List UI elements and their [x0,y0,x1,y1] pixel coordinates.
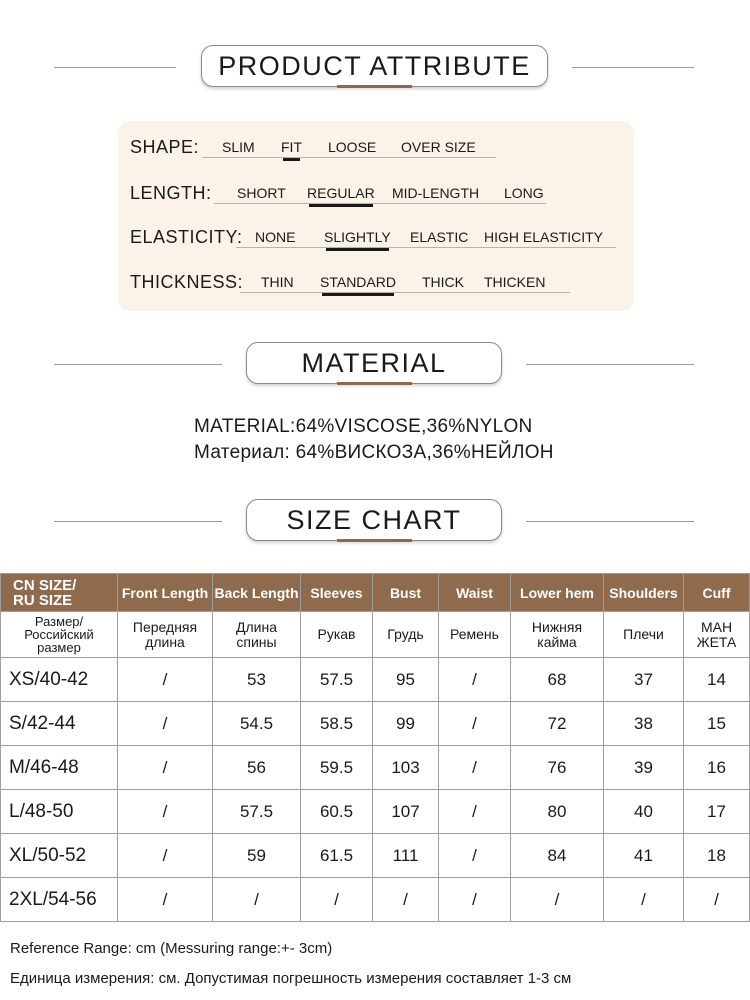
size-label-cell: 2XL/54-56 [1,878,118,922]
measurement-cell: / [118,878,213,922]
attr-option-selected: REGULAR [307,185,375,201]
column-header-ru: Рукав [301,612,373,658]
measurement-cell: 80 [511,790,604,834]
measurement-cell: 68 [511,658,604,702]
measurement-cell: 16 [684,746,750,790]
table-row [1,878,750,922]
measurement-cell: / [604,878,684,922]
attr-label: ELASTICITY: [130,227,243,247]
measurement-cell: 41 [604,834,684,878]
divider-right [526,521,694,522]
table-header-row [1,574,750,612]
measurement-cell: / [439,878,511,922]
measurement-cell: / [439,834,511,878]
divider-right [526,364,694,365]
measurement-cell: / [439,746,511,790]
attr-option: SLIM [222,139,255,155]
attr-option: THICKEN [484,274,546,290]
measurement-cell: 18 [684,834,750,878]
size-chart-table [0,573,750,922]
measurement-cell: 60.5 [301,790,373,834]
measurement-cell: 40 [604,790,684,834]
attr-label: SHAPE: [130,137,200,157]
measurement-cell: 38 [604,702,684,746]
divider-left [54,364,222,365]
measurement-cell: / [373,878,439,922]
measurement-cell: 72 [511,702,604,746]
measurement-cell: 54.5 [213,702,301,746]
attr-underline [202,157,496,158]
column-header-ru: Передняя длина [118,612,213,658]
measurement-cell: / [118,790,213,834]
measurement-cell: / [439,790,511,834]
measurement-cell: / [439,658,511,702]
column-header: Waist [439,574,511,612]
measurement-cell: / [118,834,213,878]
title-accent [337,382,412,385]
section-title: MATERIAL [246,342,502,384]
measurement-cell: 14 [684,658,750,702]
measurement-cell: / [301,878,373,922]
attr-option: MID-LENGTH [392,185,480,201]
measurement-cell: 59 [213,834,301,878]
attr-label: THICKNESS: [130,272,244,292]
column-header: Back Length [213,574,301,612]
column-header: Lower hem [511,574,604,612]
column-header-ru: Плечи [604,612,684,658]
divider-left [54,67,176,68]
table-row [1,702,750,746]
measurement-cell: 53 [213,658,301,702]
attr-option: ELASTIC [410,229,469,245]
title-accent [337,539,412,542]
note-en: Reference Range: cm (Messuring range:+- 3cm) [10,940,333,957]
column-header: Front Length [118,574,213,612]
section-title: SIZE CHART [246,499,502,541]
material-ru: Материал: 64%ВИСКОЗА,36%НЕЙЛОН [194,442,554,463]
column-header-ru: Размер/ Российский размер [1,612,118,658]
column-header-ru: Ремень [439,612,511,658]
measurement-note [10,934,571,994]
attr-option: LOOSE [328,139,377,155]
measurement-cell: 39 [604,746,684,790]
attr-option: HIGH ELASTICITY [484,229,604,245]
section-title: PRODUCT ATTRIBUTE [201,45,548,87]
size-label-cell: S/42-44 [1,702,118,746]
attr-option-selected: STANDARD [320,274,396,290]
table-row [1,658,750,702]
measurement-cell: 15 [684,702,750,746]
measurement-cell: 61.5 [301,834,373,878]
measurement-cell: 103 [373,746,439,790]
measurement-cell: / [118,746,213,790]
column-header: Bust [373,574,439,612]
attr-option: LONG [504,185,544,201]
size-label-cell: XS/40-42 [1,658,118,702]
measurement-cell: / [213,878,301,922]
measurement-cell: / [118,702,213,746]
column-header: CN SIZE/ RU SIZE [1,574,118,612]
attr-row-shape [118,133,634,163]
attr-option-selected: SLIGHTLY [324,229,391,245]
table-row [1,834,750,878]
column-header: Sleeves [301,574,373,612]
attr-label: LENGTH: [130,183,212,203]
size-label-cell: XL/50-52 [1,834,118,878]
attr-underline [214,203,546,204]
column-header-ru: Нижняя кайма [511,612,604,658]
material-en: MATERIAL:64%VISCOSE,36%NYLON [194,416,533,437]
attr-underline [236,247,616,248]
attr-option: NONE [255,229,296,245]
divider-right [572,67,694,68]
measurement-cell: 58.5 [301,702,373,746]
attr-option: SHORT [237,185,286,201]
divider-left [54,521,222,522]
measurement-cell: / [118,658,213,702]
measurement-cell: 111 [373,834,439,878]
measurement-cell: 95 [373,658,439,702]
measurement-cell: 57.5 [213,790,301,834]
measurement-cell: 57.5 [301,658,373,702]
attr-option: THICK [422,274,464,290]
column-header-ru: МАН ЖЕТА [684,612,750,658]
table-row [1,790,750,834]
table-row [1,746,750,790]
measurement-cell: 84 [511,834,604,878]
measurement-cell: 56 [213,746,301,790]
attribute-panel [118,121,634,311]
attr-row-thickness [118,268,634,298]
measurement-cell: / [511,878,604,922]
title-accent [337,85,412,88]
measurement-cell: 76 [511,746,604,790]
measurement-cell: / [684,878,750,922]
size-label-cell: M/46-48 [1,746,118,790]
measurement-cell: 59.5 [301,746,373,790]
column-header: Shoulders [604,574,684,612]
attr-option: THIN [261,274,294,290]
attr-underline [240,292,570,293]
attr-option: OVER SIZE [401,139,476,155]
measurement-cell: 37 [604,658,684,702]
note-ru: Единица измерения: см. Допустимая погрешность измерения составляет 1-3 см [10,970,572,987]
column-header: Cuff [684,574,750,612]
column-header-ru: Длина спины [213,612,301,658]
measurement-cell: 17 [684,790,750,834]
attr-row-elasticity [118,223,634,253]
material-composition [194,414,554,466]
measurement-cell: 99 [373,702,439,746]
table-header-row-ru [1,612,750,658]
attr-row-length [118,179,634,209]
measurement-cell: / [439,702,511,746]
column-header-ru: Грудь [373,612,439,658]
measurement-cell: 107 [373,790,439,834]
size-label-cell: L/48-50 [1,790,118,834]
attr-option-selected: FIT [281,139,302,155]
